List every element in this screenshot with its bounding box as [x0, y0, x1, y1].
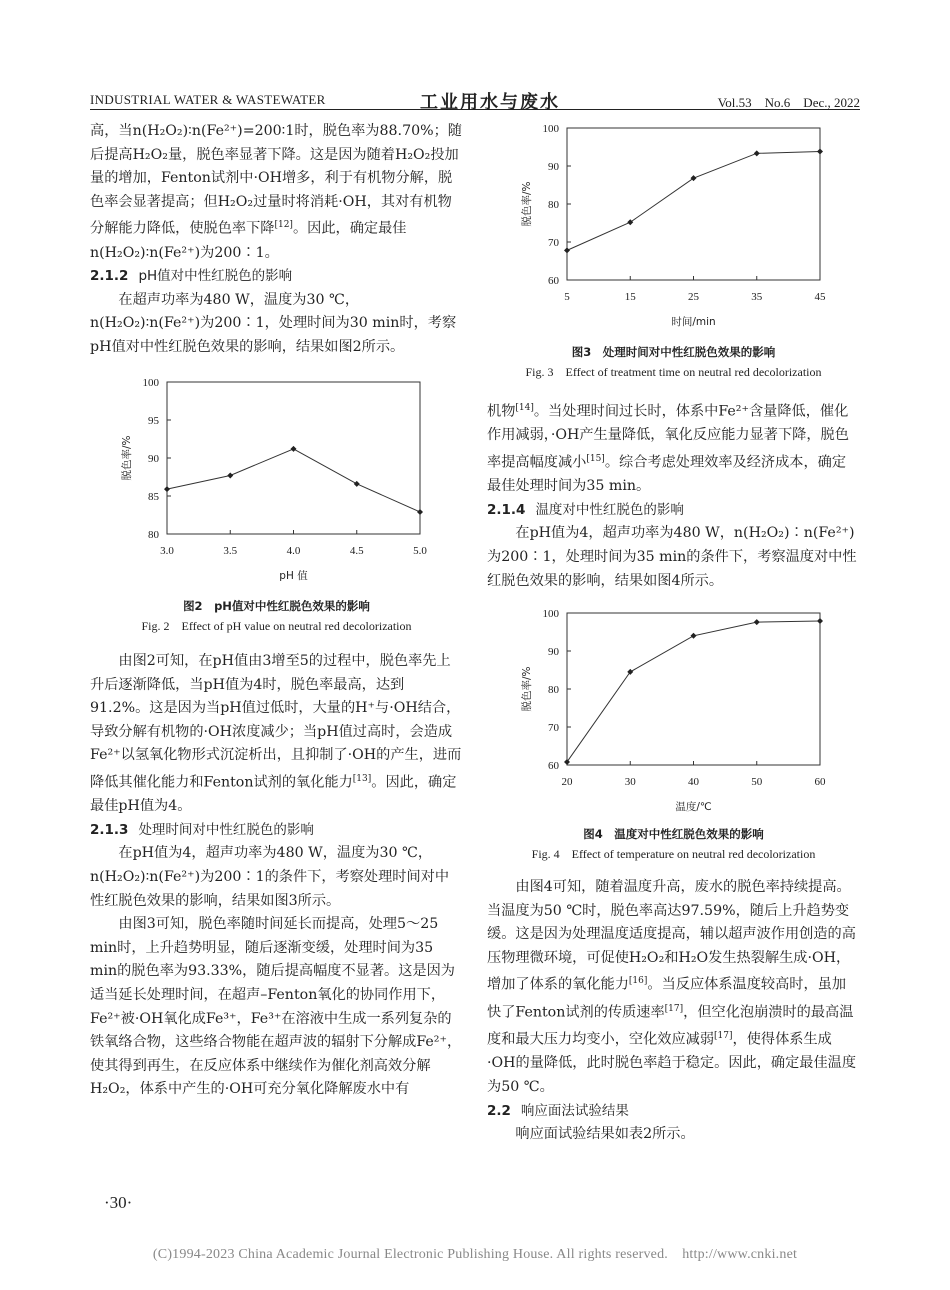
left-column-bottom — [90, 650, 463, 1102]
y-axis-label: 脱色率/% — [521, 666, 533, 712]
x-tick-label: 4.0 — [286, 545, 301, 557]
x-tick-label: 50 — [751, 776, 763, 788]
figure-3-chart — [512, 118, 842, 340]
series-line — [167, 449, 420, 512]
x-tick-label: 5.0 — [413, 545, 427, 557]
x-tick-label: 15 — [624, 291, 636, 303]
data-point — [627, 669, 633, 675]
paragraph: 在超声功率为480 W，温度为30 ℃，n(H₂O₂)∶n(Fe²⁺)为200∶1，处理时间为30 min时，考察pH值对中性红脱色效果的影响，结果如图2所示。 — [90, 291, 457, 356]
y-tick-label: 70 — [548, 237, 559, 249]
citation: [12] — [274, 220, 293, 231]
section-heading-2-1-3: 2.1.3 处理时间对中性红脱色的影响 — [90, 821, 314, 838]
paragraph: 在pH值为4，超声功率为480 W，n(H₂O₂)∶n(Fe²⁺)为200∶1，处理时间为35 min的条件下，考察温度对中性红脱色效果的影响，结果如图4所示。 — [487, 525, 857, 589]
citation: [16] — [628, 976, 648, 987]
data-point — [354, 481, 360, 487]
data-point — [627, 219, 633, 225]
plot-frame — [567, 128, 820, 280]
section-heading-2-1-4: 2.1.4 温度对中性红脱色的影响 — [487, 501, 684, 518]
y-tick-label: 60 — [548, 760, 559, 772]
data-point — [227, 472, 233, 478]
data-point — [417, 509, 423, 515]
y-tick-label: 100 — [542, 608, 559, 620]
y-tick-label: 85 — [148, 491, 159, 503]
x-tick-label: 30 — [624, 776, 636, 788]
citation: [15] — [586, 453, 605, 464]
data-point — [564, 759, 570, 765]
y-tick-label: 80 — [548, 684, 559, 696]
paragraph: 在pH值为4，超声功率为480 W，温度为30 ℃，n(H₂O₂)∶n(Fe²⁺)为200∶1的条件下，考察处理时间对中性红脱色效果的影响，结果如图3所示。 — [90, 845, 450, 909]
x-tick-label: 5 — [564, 291, 570, 303]
citation: [17] — [714, 1031, 733, 1042]
journal-name-cn: 工业用水与废水 — [420, 92, 560, 113]
section-heading-2-2: 2.2 响应面法试验结果 — [487, 1102, 629, 1119]
y-tick-label: 100 — [542, 123, 559, 135]
y-axis-label: 脱色率/% — [521, 181, 533, 227]
x-tick-label: 35 — [751, 291, 763, 303]
x-tick-label: 40 — [688, 776, 699, 788]
data-point — [754, 619, 760, 625]
x-tick-label: 60 — [814, 776, 826, 788]
citation: [17] — [664, 1003, 684, 1014]
section-heading-2-1-2: 2.1.2 pH值对中性红脱色的影响 — [90, 268, 293, 285]
x-axis-label: 温度/℃ — [675, 801, 712, 813]
right-column-bottom — [487, 876, 860, 1147]
figure-2-caption-cn: 图2 pH值对中性红脱色效果的影响 — [183, 599, 370, 613]
data-point — [164, 486, 170, 492]
x-tick-label: 3.5 — [223, 545, 238, 557]
y-tick-label: 90 — [148, 453, 159, 465]
y-tick-label: 80 — [548, 199, 559, 211]
figure-4-caption-en: Fig. 4 Effect of temperature on neutral red decolorization — [531, 847, 816, 861]
series-line — [567, 152, 820, 251]
data-point — [754, 150, 760, 156]
x-tick-label: 4.5 — [349, 545, 364, 557]
figure-3-caption-en: Fig. 3 Effect of treatment time on neutral red decolorization — [525, 365, 822, 379]
paragraph: 响应面试验结果如表2所示。 — [515, 1126, 695, 1143]
data-point — [291, 446, 297, 452]
x-tick-label: 45 — [814, 291, 826, 303]
y-tick-label: 90 — [548, 646, 559, 658]
y-tick-label: 70 — [548, 722, 559, 734]
y-tick-label: 100 — [142, 377, 159, 389]
header-rule — [90, 109, 860, 110]
x-tick-label: 20 — [561, 776, 573, 788]
right-column-middle — [487, 397, 860, 593]
citation: [14] — [515, 403, 534, 413]
paragraph: 由图3可知，脱色率随时间延长而提高，处理5～25 min时，上升趋势明显，随后逐渐变缓，处理时间为35 min的脱色率为93.33%，随后提高幅度不显著。这是因为适当延长处理时间，在超声–Fenton氧化的协同作用下，Fe²⁺被·OH氧化成Fe³⁺，Fe³⁺在溶液中生成一系列复杂的铁氧络合物，这些络合物能在超声波的辐射下分解成Fe²⁺，使其得到再生，在反应体系中继续作为催化剂高效分解H₂O₂，体系中产生的·OH可充分氧化降解废水中有 — [90, 916, 462, 1098]
figure-3-caption-cn: 图3 处理时间对中性红脱色效果的影响 — [571, 345, 776, 359]
y-axis-label: 脱色率/% — [121, 435, 133, 481]
y-tick-label: 60 — [548, 275, 559, 287]
figure-2-chart — [112, 372, 442, 590]
data-point — [564, 247, 570, 253]
journal-name-en: INDUSTRIAL WATER & WASTEWATER — [90, 92, 326, 107]
page-number: ·30· — [104, 1193, 133, 1212]
x-tick-label: 25 — [688, 291, 699, 303]
figure-4-caption-cn: 图4 温度对中性红脱色效果的影响 — [583, 827, 764, 841]
series-line — [567, 621, 820, 762]
paragraph: 高，当n(H₂O₂)∶n(Fe²⁺)=200∶1时，脱色率为88.70%；随后提高H₂O₂量，脱色率显著下降。这是因为随着H₂O₂投加量的增加，Fenton试剂中·OH增多，利于有机物分解，脱色率会显著提高；但H₂O₂过量时将消耗·OH，其对有机物分解能力降低，使脱色率下降[12]。因此，确定最佳n(H₂O₂)∶n(Fe²⁺)为200∶1。 — [90, 123, 462, 261]
data-point — [691, 175, 697, 181]
plot-frame — [167, 382, 420, 534]
paragraph: 由图4可知，随着温度升高，废水的脱色率持续提高。当温度为50 ℃时，脱色率高达97.59%，随后上升趋势变缓。这是因为处理温度适度提高，辅以超声波作用创造的高压物理微环境，可促使H₂O₂和H₂O发生热裂解生成·OH，增加了体系的氧化能力[16]。当反应体系温度较高时，虽加快了Fenton试剂的传质速率[17]，但空化泡崩溃时的最高温度和最大压力均变小，空化效应减弱[17]，使得体系生成·OH的量降低，此时脱色率趋于稳定。因此，确定最佳温度为50 ℃。 — [487, 879, 857, 1095]
figure-4-chart — [512, 603, 842, 821]
citation: [13] — [352, 773, 372, 784]
issue-info: Vol.53 No.6 Dec., 2022 — [717, 95, 860, 110]
x-axis-label: pH 值 — [279, 570, 308, 582]
data-point — [691, 633, 697, 639]
copyright-footer: (C)1994-2023 China Academic Journal Electronic Publishing House. All rights reserved. http://www.cnki.net — [152, 1247, 798, 1262]
y-tick-label: 80 — [148, 529, 159, 541]
y-tick-label: 90 — [548, 161, 559, 173]
paragraph: 由图2可知，在pH值由3增至5的过程中，脱色率先上升后逐渐降低，当pH值为4时，脱色率最高，达到91.2%。这是因为当pH值过低时，大量的H⁺与·OH结合，导致分解有机物的·OH浓度减少；当pH值过高时，会造成Fe²⁺以氢氧化物形式沉淀析出，且抑制了·OH的产生，进而降低其催化能力和Fenton试剂的氧化能力[13]。因此，确定最佳pH值为4。 — [90, 653, 462, 815]
y-tick-label: 95 — [148, 415, 159, 427]
data-point — [817, 618, 823, 624]
paragraph: 机物[14]。当处理时间过长时，体系中Fe²⁺含量降低，催化作用减弱，·OH产生量降低，氧化反应能力显著下降，脱色率提高幅度减小[15]。综合考虑处理效率及经济成本，确定最佳处理时间为35 min。 — [487, 403, 849, 495]
data-point — [817, 149, 823, 155]
x-axis-label: 时间/min — [671, 316, 716, 328]
figure-2-caption-en: Fig. 2 Effect of pH value on neutral red decolorization — [141, 619, 412, 633]
left-column-top — [90, 120, 463, 360]
x-tick-label: 3.0 — [160, 545, 174, 557]
